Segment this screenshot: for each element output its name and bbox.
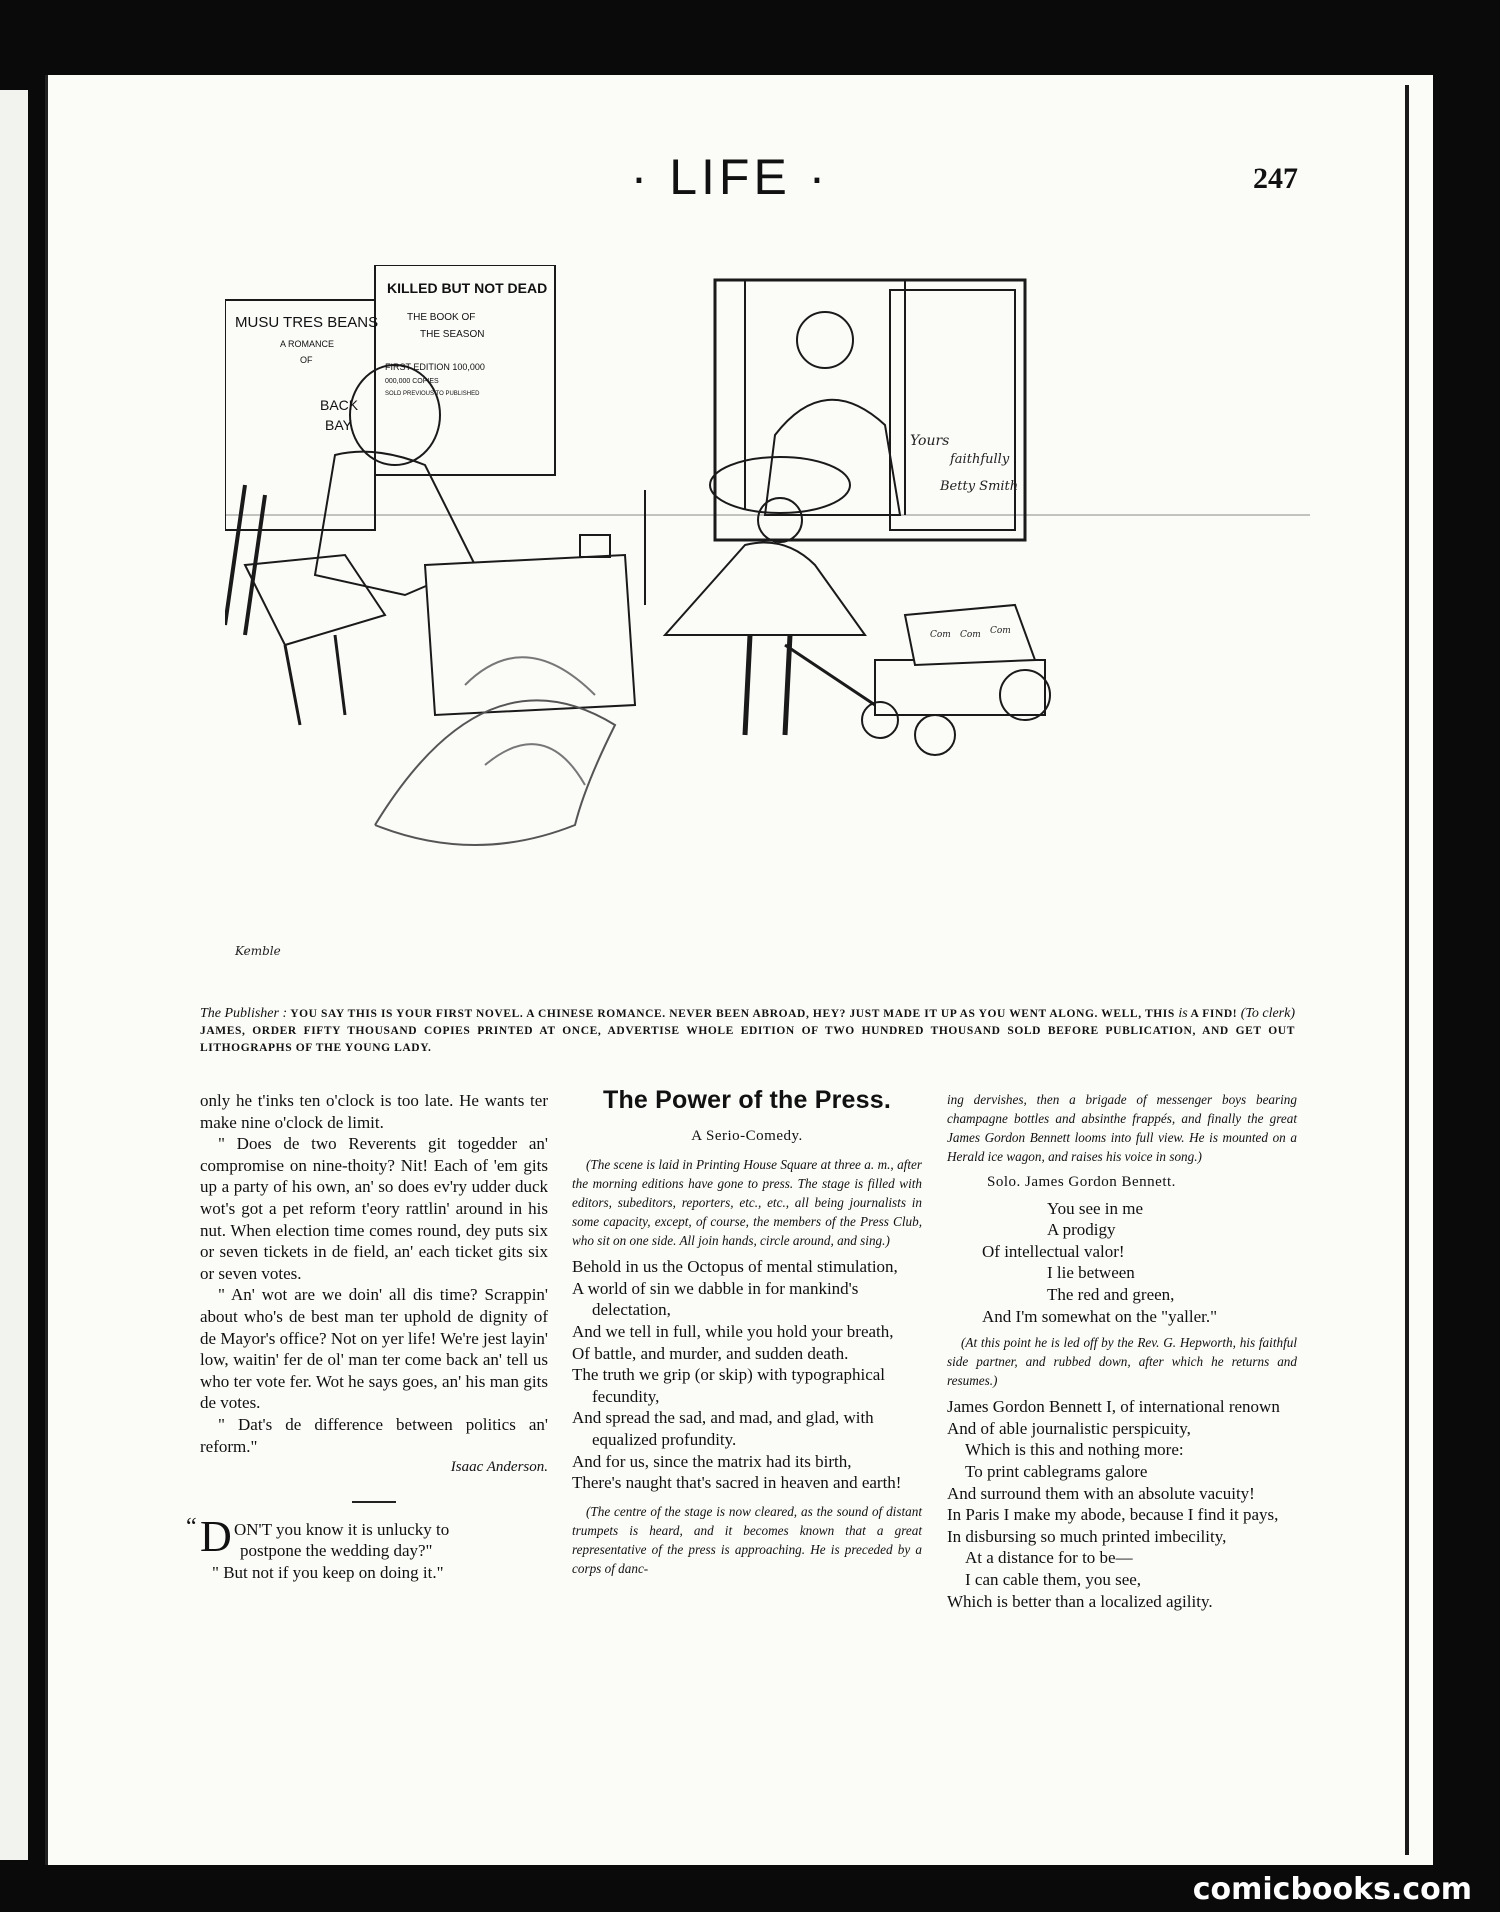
girl-hat: [710, 457, 850, 513]
page-number: 247: [1253, 162, 1298, 195]
verse-line: In disbursing so much printed imbecility,: [947, 1526, 1227, 1546]
column-right: [947, 1090, 1297, 1612]
song-line: And I'm somewhat on the "yaller.": [982, 1306, 1218, 1326]
caption-aside: (To clerk): [1240, 1006, 1296, 1021]
article-subtitle: A Serio-Comedy.: [691, 1127, 803, 1144]
paragraph: " An' wot are we doin' all dis time? Scrappin' about who's de best man ter uphold de dignity of de Mayor's office? Not on yer life! We're jest layin' low, waitin' fer de ol' man ter come back an' tell us who ter vote fer. Wot he says goes, an' his man gits de votes.: [200, 1285, 548, 1413]
sign-center-line3: THE SEASON: [420, 329, 485, 340]
stage-direction: ing dervishes, then a brigade of messenger boys bearing champagne bottles and absinthe frappés, and finally the great James Gordon Bennett looms into full view. He is mounted on a Herald ice wagon, and raises his voice in song.): [947, 1092, 1297, 1164]
cartoon-illustration: [225, 265, 1310, 985]
verse-line: James Gordon Bennett I, of international renown: [947, 1397, 1280, 1417]
column-left: [186, 1090, 548, 1583]
cartoon-caption: [200, 1005, 1295, 1057]
paragraph: " Dat's de difference between politics an' reform.": [200, 1414, 548, 1456]
portrait-inscription-line2: faithfully: [950, 452, 1010, 467]
sign-center-line5: 000,000 COPIES: [385, 378, 439, 385]
caption-text: YOU SAY THIS IS YOUR FIRST NOVEL. A CHINESE ROMANCE. NEVER BEEN ABROAD, HEY? JUST MADE IT UP AS YOU WENT ALONG. WELL, THIS: [290, 1008, 1175, 1020]
verse-line: At a distance for to be—: [965, 1548, 1133, 1568]
book-label: Com: [990, 626, 1011, 636]
verse-line: Of battle, and murder, and sudden death.: [572, 1343, 849, 1363]
bald-man: [797, 312, 853, 368]
joke-punchline: " But not if you keep on doing it.": [212, 1562, 444, 1582]
verse-line: In Paris I make my abode, because I find it pays,: [947, 1505, 1279, 1525]
artist-signature: Kemble: [235, 944, 281, 958]
joke-line: ON'T you know it is unlucky to: [234, 1519, 450, 1539]
paragraph: " Does de two Reverents git togedder an' compromise on nine-thoity? Nit! Each of 'em gits up a party of his own, an' so does ev'ry udder duck wot's got a pet reform t'eory rattlin' around in his nut. When election time comes round, dey puts six or seven tickets in de field, an' each ticket gits six or seven votes.: [200, 1134, 548, 1283]
stage-direction: (The centre of the stage is now cleared, as the sound of distant trumpets is heard, and it becomes known that a great representative of the press is approaching. He is preceded by a corps of danc-: [572, 1503, 922, 1576]
song-line: I lie between: [1047, 1263, 1135, 1283]
sign-left-line1: MUSU TRES BEANS: [235, 314, 379, 331]
verse-line: Which is better than a localized agility.: [947, 1591, 1213, 1611]
song-line: A prodigy: [1047, 1220, 1116, 1240]
section-divider: [352, 1501, 396, 1503]
verse-line: Which is this and nothing more:: [965, 1440, 1184, 1460]
sign-center-line6: SOLD PREVIOUS TO PUBLISHED: [385, 391, 480, 397]
signature-line: [200, 1457, 548, 1479]
desk: [425, 555, 635, 715]
stage-direction: (At this point he is led off by the Rev. G. Hepworth, his faithful side partner, and rubbed down, after which he returns and resumes.): [947, 1335, 1297, 1389]
page-gutter: [1405, 85, 1409, 1855]
verse-line: Behold in us the Octopus of mental stimulation,: [572, 1257, 898, 1277]
book-label: Com: [960, 630, 981, 640]
book-label: Com: [930, 630, 951, 640]
sign-left-line2: A ROMANCE: [280, 339, 335, 349]
manuscript-pile: [375, 700, 615, 845]
verse-line: I can cable them, you see,: [965, 1569, 1142, 1589]
verse-line: And surround them with an absolute vacuity!: [947, 1483, 1255, 1503]
verse-line: And for us, since the matrix had its birth,: [572, 1451, 852, 1471]
verse-line: To print cablegrams galore: [965, 1461, 1148, 1481]
verse-line: And spread the sad, and mad, and glad, with equalized profundity.: [572, 1408, 874, 1449]
author-signature: Isaac Anderson.: [450, 1459, 548, 1476]
verse-line: And we tell in full, while you hold your breath,: [572, 1321, 894, 1341]
song-line: You see in me: [1047, 1198, 1144, 1218]
sign-center-line2: THE BOOK OF: [407, 312, 476, 323]
verse-line: The truth we grip (or skip) with typographical fecundity,: [572, 1365, 886, 1406]
wagon-wheel: [915, 715, 955, 755]
masthead-title: · LIFE ·: [630, 149, 830, 205]
verse-line: And of able journalistic perspicuity,: [947, 1418, 1191, 1438]
sign-center-line1: KILLED BUT NOT DEAD: [387, 280, 548, 296]
sign-left-line3: OF: [300, 355, 313, 365]
verse-line: There's naught that's sacred in heaven and earth!: [572, 1473, 902, 1493]
verse-line: A world of sin we dabble in for mankind's delectation,: [572, 1278, 859, 1320]
caption-emphasis: is: [1178, 1006, 1188, 1021]
solo-heading: Solo. James Gordon Bennett.: [987, 1174, 1176, 1190]
caption-speaker: The Publisher :: [200, 1006, 288, 1021]
drop-cap: D: [200, 1511, 232, 1561]
previous-page-edge: [0, 90, 28, 1860]
portrait-inscription-line3: Betty Smith: [940, 479, 1019, 494]
joke-line: postpone the wedding day?": [240, 1541, 433, 1561]
inkwell: [580, 535, 610, 557]
sign-left-line5: BAY: [325, 417, 352, 433]
stage-direction: (The scene is laid in Printing House Square at three a. m., after the morning editions have gone to press. The stage is filled with editors, subeditors, reporters, etc., etc., all being journalists in some capacity, except, of course, the members of the Press Club, who sit on one side. All join hands, circle around, and sing.): [572, 1157, 922, 1249]
site-watermark: comicbooks.com: [1192, 1872, 1472, 1907]
wagon: [875, 660, 1045, 715]
opening-quote: “: [186, 1513, 197, 1540]
column-center: [572, 1086, 922, 1584]
sign-center-line4: FIRST EDITION 100,000: [385, 362, 485, 372]
sign-left-line4: BACK: [320, 397, 359, 413]
girl-author: [665, 543, 865, 636]
caption-text: JAMES, ORDER FIFTY THOUSAND COPIES PRINTED AT ONCE, ADVERTISE WHOLE EDITION OF TWO HUNDRED THOUSAND SOLD BEFORE PUBLICATION, AND GET OUT LITHOGRAPHS OF THE YOUNG LADY.: [200, 1025, 1295, 1054]
joke-paragraph: [186, 1511, 548, 1562]
song-line: Of intellectual valor!: [982, 1241, 1125, 1261]
caption-text: A FIND!: [1190, 1008, 1238, 1020]
signed-portrait: [890, 290, 1015, 530]
portrait-frame: [715, 280, 1025, 540]
poster-musu-tres-beans: [225, 300, 375, 530]
song-line: The red and green,: [1047, 1284, 1175, 1304]
portrait-inscription-line1: Yours: [910, 433, 950, 449]
paragraph: only he t'inks ten o'clock is too late. He wants ter make nine o'clock de limit.: [200, 1091, 548, 1132]
cartoon-drawing: [225, 265, 1310, 985]
article-title: The Power of the Press.: [602, 1086, 891, 1114]
